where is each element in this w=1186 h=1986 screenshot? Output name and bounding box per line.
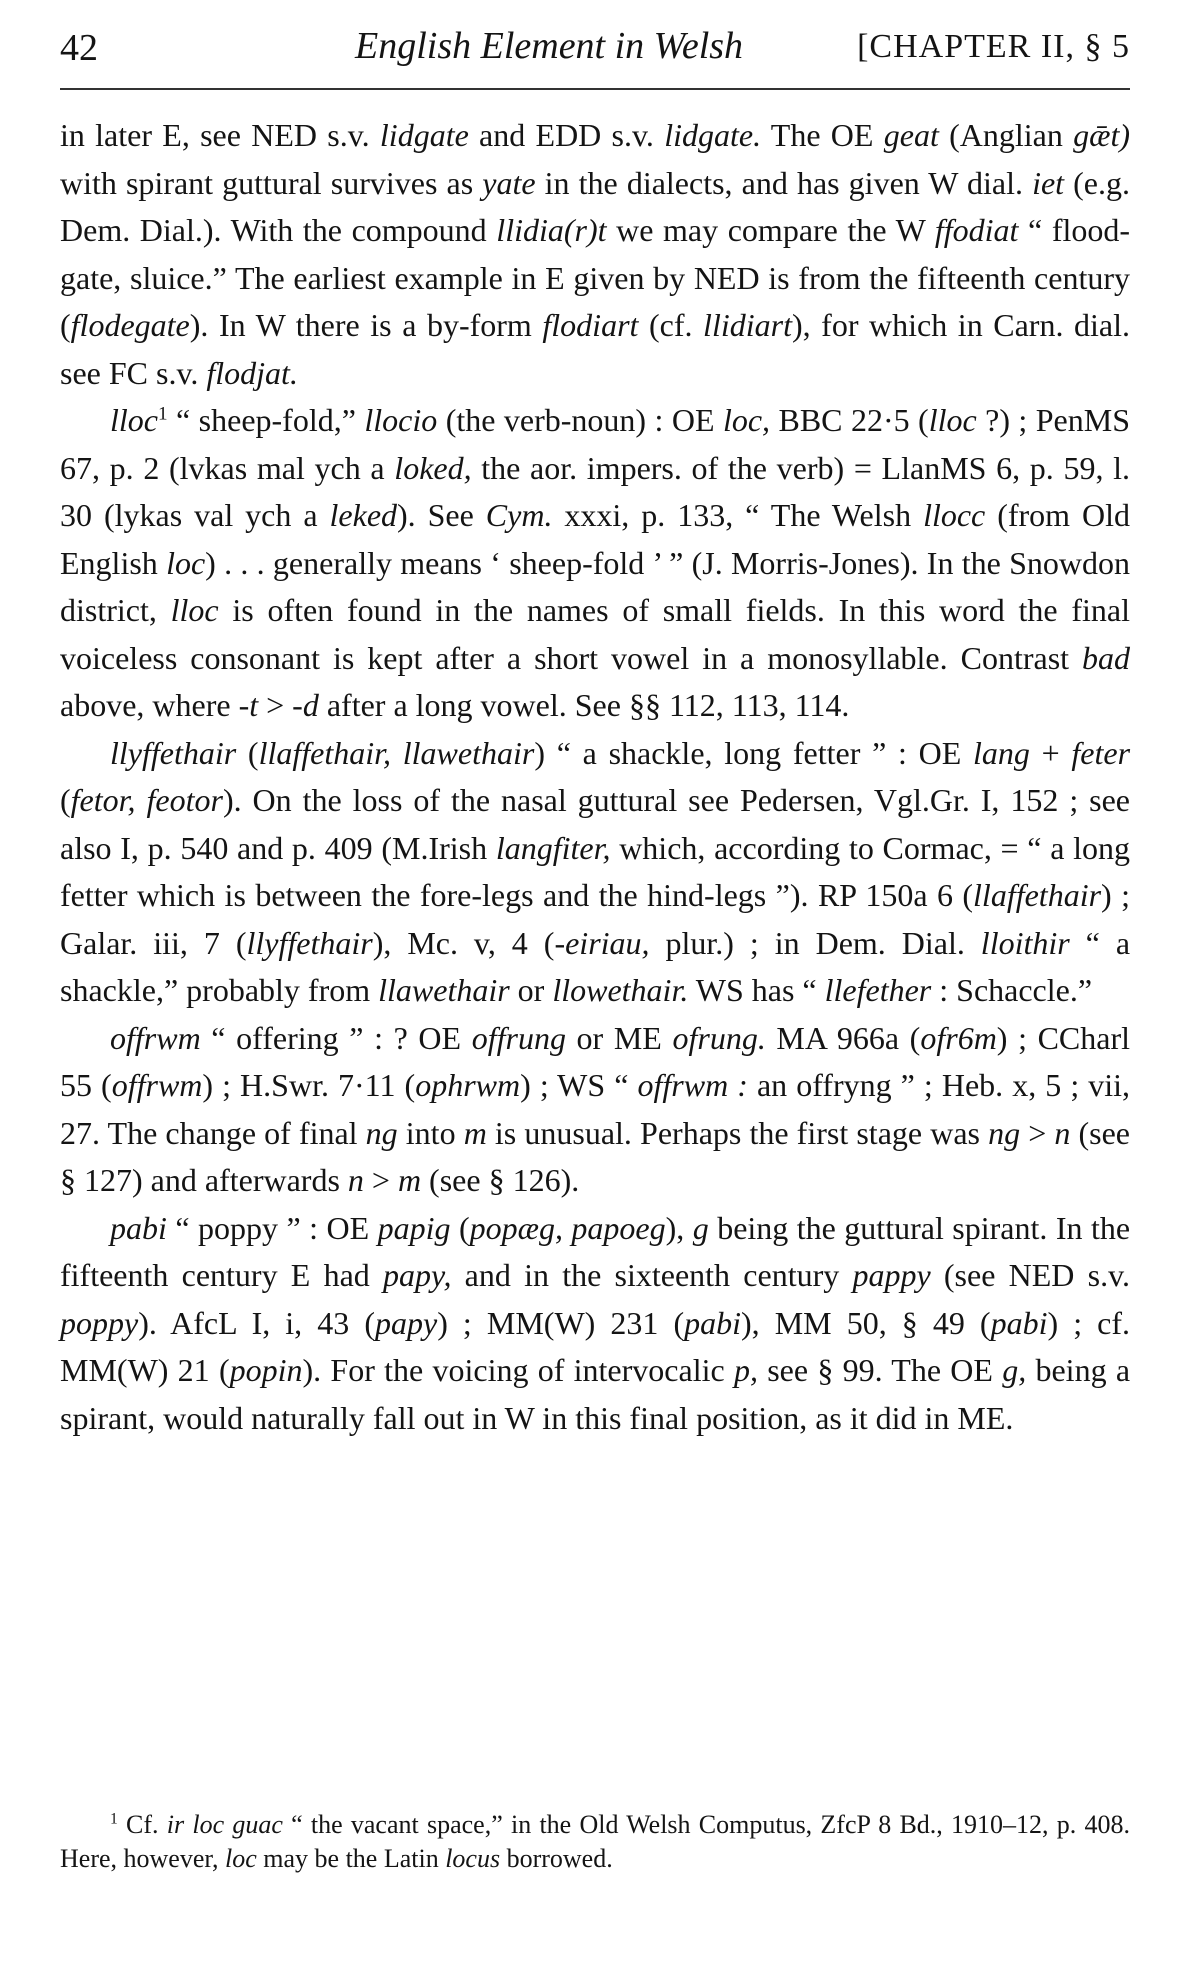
italic-term: ofrung.	[672, 1019, 766, 1056]
italic-term: pabi	[990, 1304, 1048, 1341]
italic-term: llyffethair	[110, 734, 237, 771]
italic-term: loked,	[394, 449, 472, 486]
text-run: we may compare the W	[606, 212, 935, 248]
text-run: into	[397, 1114, 464, 1151]
text-run: (Anglian	[938, 117, 1074, 153]
italic-term: lidgate	[379, 117, 469, 153]
italic-term: lloc	[170, 592, 219, 628]
text-run: ) ; cf. MM(W) 21 (	[60, 1304, 1131, 1388]
italic-term: yate	[482, 164, 536, 201]
text-run: : Schaccle.”	[931, 972, 1093, 1008]
italic-term: pappy	[852, 1257, 931, 1293]
italic-term: papy	[374, 1304, 438, 1341]
text-run: “ flood-gate, sluice.” The earliest example in E given by NED is from the fifteenth century (	[60, 212, 1131, 343]
italic-term: offrwm :	[637, 1067, 748, 1103]
text-run: “ offering ” : ? OE	[200, 1019, 472, 1056]
italic-term: popæg, papoeg	[469, 1209, 666, 1246]
text-run: (	[450, 1209, 470, 1246]
entry-llyffethair	[60, 730, 1130, 1015]
text-run: WS has “	[688, 972, 825, 1008]
text-run: (the verb-noun) : OE	[437, 402, 723, 438]
text-run: MA 966a (	[765, 1019, 921, 1056]
italic-term: fetor, feotor	[70, 782, 223, 818]
running-title: English Element in Welsh	[355, 25, 744, 67]
italic-term: flodjat.	[206, 354, 298, 391]
italic-term: pabi	[110, 1209, 167, 1246]
italic-term: poppy	[60, 1304, 139, 1341]
section-reference: [CHAPTER II, § 5	[857, 28, 1130, 65]
running-header	[60, 22, 1130, 72]
text-run: in the dialects, and has given W dial.	[535, 164, 1033, 201]
text-run: “ poppy ” : OE	[166, 1209, 378, 1246]
text-run: xxxi, p. 133, “ The Welsh	[552, 497, 924, 533]
text-run: ). In W there is a by-form	[189, 307, 543, 343]
text-run: ), Mc. v, 4 (	[372, 924, 555, 961]
italic-term: loc	[166, 544, 206, 581]
text-run: ) ; Galar. iii, 7 (	[60, 877, 1131, 961]
italic-term: llaffethair, llawethair	[258, 734, 535, 771]
text-run: in later E, see NED s.v.	[60, 117, 380, 153]
italic-term: llyffethair	[246, 924, 373, 961]
italic-term: llefether	[824, 972, 932, 1008]
text-run: and in the sixteenth century	[451, 1257, 853, 1293]
text-run: is unusual. Perhaps the first stage was	[486, 1114, 989, 1151]
italic-term: iet	[1032, 164, 1065, 201]
text-run: or	[509, 972, 553, 1008]
italic-term: lloc	[928, 402, 977, 438]
text-run: >	[258, 687, 293, 723]
italic-term: offrwm	[110, 1019, 201, 1056]
italic-term: -d	[292, 687, 319, 723]
text-run: (cf.	[638, 307, 704, 343]
text-run: >	[1020, 1114, 1055, 1151]
italic-term: llocio	[364, 402, 438, 438]
entry-offrwm	[60, 1015, 1130, 1205]
italic-term: ophrwm	[415, 1067, 521, 1103]
italic-term: popin	[229, 1352, 303, 1388]
body-text	[60, 112, 1130, 1442]
header-rule	[60, 88, 1130, 90]
italic-term: m	[397, 1162, 422, 1198]
page-number: 42	[60, 27, 98, 69]
entry-lloc	[60, 397, 1130, 730]
italic-term: p,	[733, 1352, 758, 1388]
italic-term: ofr6m	[920, 1019, 997, 1056]
text-run: ) ; WS “	[520, 1067, 638, 1103]
italic-term: papy,	[383, 1257, 452, 1293]
italic-term: bad	[1082, 639, 1130, 676]
text-run: >	[363, 1162, 398, 1198]
text-run: (see § 127) and afterwards	[60, 1114, 1131, 1198]
italic-term: ir loc guac	[166, 1810, 283, 1839]
text-run: +	[1029, 734, 1072, 771]
text-run: ?) ; PenMS 67, p. 2 (lvkas mal ych a	[60, 402, 1131, 486]
text-run: “ a shackle,” probably from	[60, 924, 1131, 1008]
text-run: (see § 126).	[421, 1162, 580, 1198]
paragraph-lidgate-continued	[60, 112, 1130, 397]
text-run: ),	[665, 1209, 693, 1246]
text-run: (from Old English	[60, 497, 1131, 581]
text-run: plur.) ; in Dem. Dial.	[649, 924, 981, 961]
text-run: being a spirant, would naturally fall out in W in this final position, as it did in ME.	[60, 1352, 1131, 1436]
italic-term: g,	[1002, 1352, 1027, 1388]
text-run: ) “ a shackle, long fetter ” : OE	[534, 734, 974, 771]
text-run: ). For the voicing of intervocalic	[302, 1352, 734, 1388]
text-run: and EDD s.v.	[468, 117, 665, 153]
text-run: after a long vowel. See §§ 112, 113, 114.	[318, 687, 850, 723]
text-run: ) ; MM(W) 231 (	[437, 1304, 685, 1341]
footnote-1	[60, 1808, 1130, 1876]
footnote-marker: 1	[157, 403, 168, 425]
italic-term: loc	[225, 1844, 257, 1873]
italic-term: m	[463, 1114, 487, 1151]
text-run: The OE	[761, 117, 884, 153]
italic-term: ng	[365, 1114, 398, 1151]
italic-term: langfiter,	[495, 829, 611, 866]
text-run: which, according to Cormac, = “ a long fetter which is between the fore-legs and the hind-legs ”). RP 150a 6 (	[60, 829, 1131, 913]
italic-term: -t	[238, 687, 259, 723]
text-run: or ME	[565, 1019, 673, 1056]
text-run: ), MM 50, § 49 (	[741, 1304, 991, 1341]
text-run: ). AfcL I, i, 43 (	[138, 1304, 375, 1341]
text-run: ). See	[397, 497, 486, 533]
text-run: (e.g. Dem. Dial.). With the compound	[60, 164, 1131, 248]
italic-term: ffodiat	[934, 212, 1019, 248]
italic-term: llaffethair	[973, 877, 1102, 913]
text-run: borrowed.	[500, 1844, 613, 1873]
italic-term: llawethair	[378, 972, 510, 1008]
text-run: ) . . . generally means ‘ sheep-fold ’ ” (J. Morris-Jones). In the Snowdon district,	[60, 544, 1131, 628]
text-run: (see NED s.v.	[930, 1257, 1131, 1293]
italic-term: papig	[377, 1209, 451, 1246]
text-run: “ the vacant space,” in the Old Welsh Computus, ZfcP 8 Bd., 1910–12, p. 408. Here, however,	[60, 1810, 1131, 1873]
text-run: with spirant guttural survives as	[60, 164, 483, 201]
italic-term: offrung	[471, 1019, 566, 1056]
italic-term: gǣt)	[1073, 117, 1131, 153]
text-run: see § 99. The OE	[757, 1352, 1003, 1388]
italic-term: llidia(r)t	[496, 212, 607, 248]
italic-term: offrwm	[111, 1067, 203, 1103]
italic-term: n	[1054, 1114, 1071, 1151]
footnote	[60, 1808, 1130, 1876]
italic-term: lloc	[110, 402, 158, 438]
italic-term: locus	[445, 1844, 501, 1873]
italic-term: g	[692, 1209, 709, 1246]
text-run: may be the Latin	[256, 1844, 446, 1873]
text-run: (	[236, 734, 259, 771]
italic-term: flodegate	[70, 307, 190, 343]
text-run: ). On the loss of the nasal guttural see Pedersen, Vgl.Gr. I, 152 ; see also I, p. 540 and p. 409 (M.Irish	[60, 782, 1131, 866]
text-run: Cf.	[117, 1810, 167, 1839]
text-run: “ sheep-fold,”	[167, 402, 365, 438]
italic-term: ng	[988, 1114, 1021, 1151]
footnote-marker: 1	[110, 1810, 118, 1828]
text-run: is often found in the names of small fields. In this word the final voiceless consonant is kept after a short vowel in a monosyllable. Contrast	[60, 592, 1131, 676]
text-run: ), for which in Carn. dial. see FC s.v.	[60, 307, 1131, 391]
italic-term: loc,	[722, 402, 771, 438]
italic-term: llowethair.	[552, 972, 689, 1008]
italic-term: geat	[883, 117, 939, 153]
italic-term: llidiart	[703, 307, 792, 343]
italic-term: lidgate.	[664, 117, 762, 153]
text-run: BBC 22·5 (	[770, 402, 929, 438]
text-run: the aor. impers. of the verb) = LlanMS 6, p. 59, l. 30 (lykas val ych a	[60, 449, 1131, 533]
italic-term: lloithir	[980, 924, 1070, 961]
italic-term: flodiart	[542, 307, 639, 343]
italic-term: llocc	[923, 497, 986, 533]
text-run: above, where	[60, 687, 239, 723]
text-run: an offryng ” ; Heb. x, 5 ; vii, 27. The change of final	[60, 1067, 1131, 1151]
entry-pabi	[60, 1205, 1130, 1443]
italic-term: n	[347, 1162, 364, 1198]
text-run: being the guttural spirant. In the fifteenth century E had	[60, 1209, 1131, 1293]
text-run: ) ; CCharl 55 (	[60, 1019, 1131, 1103]
text-run: (	[60, 782, 71, 818]
italic-term: lang	[973, 734, 1030, 771]
italic-term: Cym.	[485, 497, 553, 533]
italic-term: leked	[329, 497, 398, 533]
italic-term: pabi	[684, 1304, 741, 1341]
text-run: ) ; H.Swr. 7·11 (	[202, 1067, 416, 1103]
italic-term: -eiriau,	[554, 924, 650, 961]
italic-term: feter	[1071, 734, 1131, 771]
